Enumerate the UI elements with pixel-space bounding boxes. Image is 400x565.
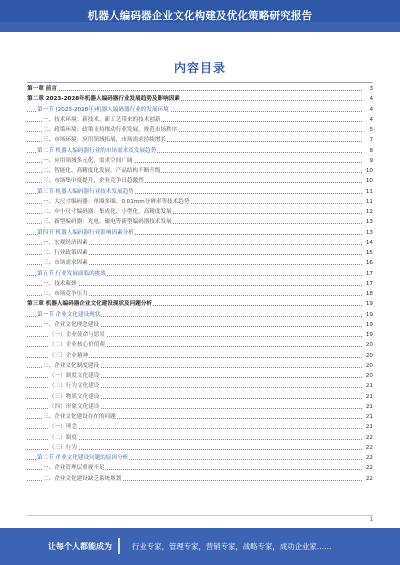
toc-entry[interactable]: [27, 207, 373, 217]
toc-entry-label: 第三节 机器人编码器行业技术发展趋势: [37, 187, 135, 197]
toc-entry[interactable]: [27, 381, 373, 391]
toc-entry-label: （二）行为文化建设: [49, 381, 100, 391]
toc-entry-label: 第二章 2023-2028年机器人编码器行业发展趋势及影响因素: [27, 94, 181, 104]
toc-entry-label: 一、技术环境：新技术、新工艺带来的技术创新: [43, 115, 161, 125]
toc-entry-label: （三）物质文化建设: [49, 392, 100, 402]
toc-entry-label: 三、新型编码器：光电、磁电等新型编码器技术发展: [43, 217, 173, 227]
toc-entry-label: （一）制度文化建设: [49, 371, 100, 381]
toc-entry[interactable]: [27, 94, 373, 104]
toc-entry-label: 三、市场集中度提升，企业竞争日趋激烈: [43, 176, 145, 186]
toc-entry[interactable]: [27, 258, 373, 268]
toc-entry-label: 二、中小尺寸编码器：集成化、小型化、高精度发展: [43, 207, 173, 217]
toc-entry-page: 10: [363, 176, 373, 186]
toc-entry-label: （三）行为: [49, 443, 78, 453]
toc-entry[interactable]: [27, 156, 373, 166]
toc-entry-label: 三、市场环境：应用领域拓展，市场需求持续增长: [43, 135, 167, 145]
toc-entry-page: 4: [363, 94, 373, 104]
toc-entry[interactable]: [27, 299, 373, 309]
toc-entry[interactable]: [27, 443, 373, 453]
footer-divider: [118, 538, 120, 554]
toc-entry-label: （四）形象文化建设: [49, 402, 100, 412]
toc-entry-label: 第四节 机器人编码器行业影响因素分析: [37, 228, 135, 238]
footer-tagline: 行业专家，管理专家，营销专家，战略专家，成功企业家……: [132, 542, 332, 551]
toc-entry-page: 4: [363, 105, 373, 115]
toc-entry-label: 二、企业文化制度建设: [43, 361, 100, 371]
toc-entry-label: 一、技术瓶颈: [43, 279, 78, 289]
toc-entry[interactable]: [27, 371, 373, 381]
toc-entry[interactable]: [27, 115, 373, 125]
toc-entry[interactable]: [27, 392, 373, 402]
toc-entry-label: （二）企业核心价值观: [49, 340, 106, 350]
toc-entry[interactable]: [27, 248, 373, 258]
toc-entry[interactable]: [27, 217, 373, 227]
toc-entry[interactable]: [27, 453, 373, 463]
toc-entry-page: 20: [363, 351, 373, 361]
toc-entry-page: 21: [363, 381, 373, 391]
toc-entry-label: 第五节 行业发展面临的挑战: [37, 269, 107, 279]
toc-entry[interactable]: [27, 176, 373, 186]
toc-entry-page: 20: [363, 340, 373, 350]
toc-entry[interactable]: [27, 320, 373, 330]
toc-entry-page: 14: [363, 238, 373, 248]
toc-entry[interactable]: [27, 433, 373, 443]
toc-title: 内容目录: [173, 61, 226, 75]
toc-entry-label: （一）企业使命与愿景: [49, 330, 106, 340]
toc-entry-label: 第二节 企业文化建设问题的原因分析: [37, 453, 129, 463]
toc-entry-page: 20: [363, 361, 373, 371]
toc-entry[interactable]: [27, 289, 373, 299]
toc-entry[interactable]: [27, 269, 373, 279]
toc-entry[interactable]: [27, 135, 373, 145]
toc-entry[interactable]: [27, 361, 373, 371]
toc-entry-page: 5: [363, 125, 373, 135]
toc-entry-label: 三、市场需求因素: [43, 258, 89, 268]
toc-entry-page: 7: [363, 135, 373, 145]
toc-entry-label: 二、企业文化建设缺乏系统规划: [43, 474, 122, 484]
toc-entry[interactable]: [27, 197, 373, 207]
toc-entry-label: 二、智能化、高精度化发展，产品结构不断升级: [43, 166, 161, 176]
toc-entry-label: 第一章 前言: [27, 84, 58, 94]
toc-entry-label: （一）理念: [49, 422, 78, 432]
toc-entry-page: 11: [363, 187, 373, 197]
toc-entry-page: 21: [363, 402, 373, 412]
toc-entry-page: 22: [363, 443, 373, 453]
toc-entry[interactable]: [27, 463, 373, 473]
toc-entry-page: 19: [363, 320, 373, 330]
toc-entry[interactable]: [27, 412, 373, 422]
toc-entry-label: 第一节 企业文化建设现状: [37, 310, 101, 320]
toc-entry-page: 22: [363, 453, 373, 463]
toc-entry-label: 二、市场竞争压力: [43, 289, 89, 299]
toc-entry-label: 一、企业文化理念建设: [43, 320, 100, 330]
toc-entry[interactable]: [27, 105, 373, 115]
toc-entry-page: 17: [363, 279, 373, 289]
toc-entry[interactable]: [27, 340, 373, 350]
toc-entry[interactable]: [27, 238, 373, 248]
toc-entry[interactable]: [27, 228, 373, 238]
page-number: 1: [369, 517, 373, 523]
toc-entry[interactable]: [27, 351, 373, 361]
toc-entry[interactable]: [27, 125, 373, 135]
toc-entry[interactable]: [27, 279, 373, 289]
toc-entry-page: 9: [363, 156, 373, 166]
toc-entry[interactable]: [27, 84, 373, 94]
toc-divider: [27, 82, 373, 83]
toc-entry-label: 一、应用领域多元化，需求空间广阔: [43, 156, 134, 166]
toc-entry-page: 22: [363, 433, 373, 443]
toc-entry-page: 17: [363, 269, 373, 279]
toc-entry-page: 3: [363, 84, 373, 94]
footer-band: [0, 528, 400, 565]
toc-entry-page: 4: [363, 115, 373, 125]
toc-entry-label: 第一节 (2023-2028年)机器人编码器行业的发展环境: [37, 105, 170, 115]
toc-entry-label: （二）制度: [49, 433, 78, 443]
toc-entry-page: 22: [363, 463, 373, 473]
toc-entry-page: 15: [363, 248, 373, 258]
toc-entry-label: 三、企业文化建设存在的问题: [43, 412, 117, 422]
table-of-contents: [27, 84, 373, 484]
toc-entry[interactable]: [27, 422, 373, 432]
toc-entry[interactable]: [27, 146, 373, 156]
toc-entry-page: 10: [363, 166, 373, 176]
page-separator: [27, 515, 373, 516]
toc-entry-page: 8: [363, 146, 373, 156]
toc-entry-label: 一、大尺寸编码器：单圈多圈、0.01mm分辨率等技术趋势: [43, 197, 190, 207]
header-band: [0, 0, 400, 32]
toc-entry-page: 16: [363, 258, 373, 268]
toc-entry-label: 一、企业管理层重视不足: [43, 463, 106, 473]
toc-entry-page: 19: [363, 299, 373, 309]
toc-entry[interactable]: [27, 166, 373, 176]
toc-entry-page: 21: [363, 392, 373, 402]
toc-entry-label: 二、行业政策因素: [43, 248, 89, 258]
toc-entry-page: 22: [363, 474, 373, 484]
toc-entry-page: 21: [363, 422, 373, 432]
toc-entry-page: 11: [363, 197, 373, 207]
toc-entry[interactable]: [27, 187, 373, 197]
toc-entry-page: 20: [363, 371, 373, 381]
toc-entry[interactable]: [27, 330, 373, 340]
toc-entry-label: （三）企业精神: [49, 351, 89, 361]
toc-entry[interactable]: [27, 310, 373, 320]
toc-entry-label: 第三章 机器人编码器企业文化建设现状及问题分析: [27, 299, 153, 309]
toc-leader-dots: [27, 90, 364, 91]
toc-entry-page: 13: [363, 228, 373, 238]
toc-entry[interactable]: [27, 402, 373, 412]
toc-entry-label: 二、政策环境：政策支持推动行业发展，规范市场秩序: [43, 125, 178, 135]
footer-slogan: 让每个人都能成为: [48, 542, 112, 551]
toc-entry-page: 13: [363, 217, 373, 227]
toc-entry-label: 第二节 机器人编码器行业的市场需求及发展趋势: [37, 146, 157, 156]
toc-entry-label: 一、宏观经济因素: [43, 238, 89, 248]
toc-entry-page: 19: [363, 330, 373, 340]
toc-entry-page: 19: [363, 310, 373, 320]
toc-entry-page: 18: [363, 289, 373, 299]
toc-entry-page: 21: [363, 412, 373, 422]
toc-entry-page: 12: [363, 207, 373, 217]
report-title: 机器人编码器企业文化构建及优化策略研究报告: [87, 10, 313, 22]
toc-entry[interactable]: [27, 474, 373, 484]
